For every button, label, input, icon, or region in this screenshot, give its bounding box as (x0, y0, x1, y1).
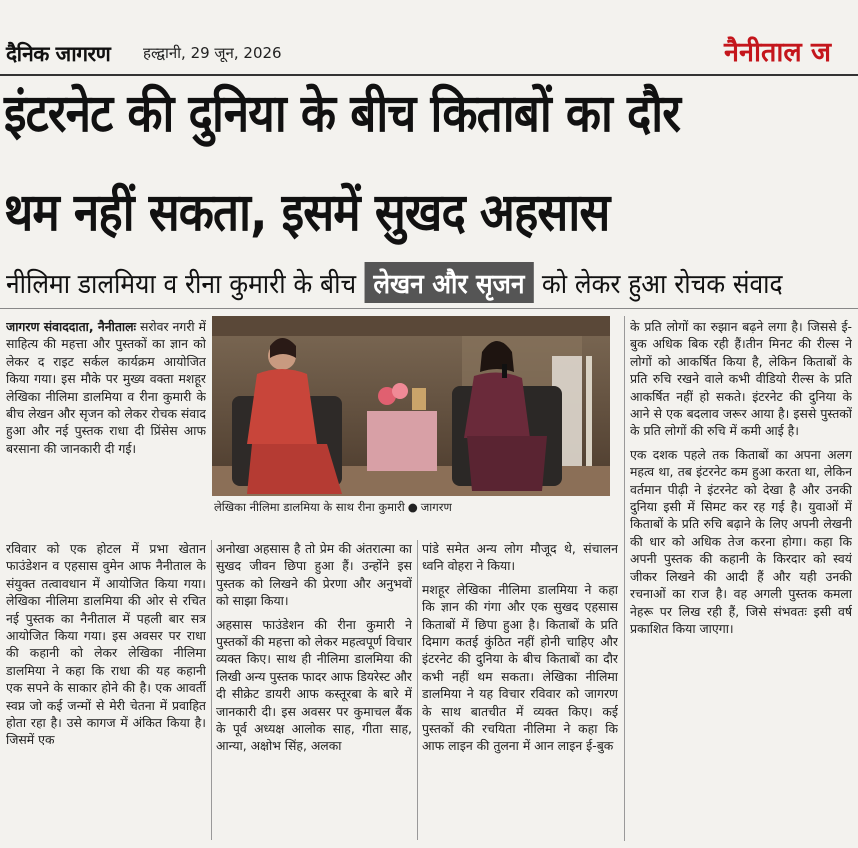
dateline: हल्द्वानी, 29 जून, 2026 (143, 44, 282, 62)
byline: जागरण संवाददाता, नैनीतालः (6, 319, 136, 334)
column-1-top (6, 318, 206, 518)
column-divider (211, 540, 212, 840)
masthead (0, 0, 858, 78)
headline-line-1: इंटरनेट की दुनिया के बीच किताबों का दौर (4, 84, 681, 144)
subhead-post: को लेकर हुआ रोचक संवाद (541, 268, 783, 300)
paragraph: एक दशक पहले तक किताबों का अपना अलग महत्व था, तब इंटरनेट कम हुआ करता था, लेकिन वर्तमान पीढ़ी ने इंटरनेट को देखा है और उनकी दुनिया इसी में सिमट कर रह गई है। युवाओं में किताबों के प्रति रुचि बढ़ाने के लिए अपनी लेखनी की धार को अधिक तेज करना होगा। कहा कि अपनी पुस्तक की कहानी के किरदार को स्वयं जीकर लिखने की आदी हैं और यही उनकी रचनाओं का राज है। वह अगली पुस्तक कमला नेहरू पर लिख रही हैं, जिसे संभवतः इसी वर्ष प्रकाशित किया जाएगा। (630, 446, 852, 636)
column-divider (624, 316, 625, 841)
masthead-rule (0, 74, 858, 76)
subhead-pre: नीलिमा डालमिया व रीना कुमारी के बीच (6, 268, 357, 300)
newspaper-logo: दैनिक जागरण (6, 41, 111, 66)
article-photo (212, 316, 610, 496)
photo-credit: जागरण (420, 500, 452, 514)
paragraph: अहसास फाउंडेशन की रीना कुमारी ने पुस्तकों की महत्ता को लेकर महत्वपूर्ण विचार व्यक्त किए। साथ ही नीलिमा डालमिया की लिखी अन्य पुस्तक फादर आफ डियरेस्ट और दी सीक्रेट डायरी आफ कस्तूरबा के बारे में जानकारी दी। इस अवसर पर कुमाचल बैंक के पूर्व अध्यक्ष आलोक साह, गीता साह, आन्या, अक्षोभ सिंह, अलका (216, 616, 412, 754)
paragraph: अनोखा अहसास है तो प्रेम की अंतरात्मा का सुखद जीवन छिपा हुआ हैं। उन्होंने इस पुस्तक को लिखने की प्रेरणा और अनुभवों को साझा किया। (216, 541, 412, 609)
headline (4, 84, 854, 243)
divider (0, 308, 858, 309)
column-3 (422, 540, 618, 840)
column-1-bottom (6, 540, 206, 840)
subheadline (6, 262, 783, 302)
paragraph: मशहूर लेखिका नीलिमा डालमिया ने कहा कि ज्ञान की गंगा और एक सुखद एहसास किताबों में छिपा हुआ है। किताबों के प्रति दिमाग कतई कुंठित नहीं होनी चाहिए और इंटरनेट की दुनिया के बीच किताबों का दौर कभी नहीं थम सकता। लेखिका नीलिमा डालमिया ने यह विचार रविवार को जागरण के साथ बातचीत में व्यक्त किए। कई पुस्तकों की रचयिता नीलिमा ने कहा कि आफ लाइन की तुलना में आन लाइन ई-बुक (422, 581, 618, 754)
column-4 (630, 318, 852, 843)
column-divider (417, 540, 418, 840)
column-2 (216, 540, 412, 840)
paragraph: पांडे समेत अन्य लोग मौजूद थे, संचालन ध्वनि वोहरा ने किया। (422, 541, 618, 574)
headline-line-2: थम नहीं सकता, इसमें सुखद अहसास (4, 183, 610, 243)
subhead-highlight: लेखन और सृजन (364, 262, 533, 303)
paragraph: जागरण संवाददाता, नैनीतालः सरोवर नगरी में साहित्य की महत्ता और पुस्तकों का ज्ञान को लेकर द राइट सर्कल कार्यक्रम आयोजित किया गया। इस मौके पर मुख्य वक्ता मशहूर लेखिका नीलिमा डालमिया व रीना कुमारी के बीच लेखन और सृजन को लेकर रोचक संवाद हुआ और नई पुस्तक राधा दी प्रिंसेस आफ बरसाना की जानकारी दी गई। (6, 319, 206, 456)
photo-caption: लेखिका नीलिमा डालमिया के साथ रीना कुमारी ● जागरण (214, 500, 452, 514)
section-label: नैनीताल ज (718, 30, 858, 70)
paragraph: के प्रति लोगों का रुझान बढ़ने लगा है। जिससे ई- बुक अधिक बिक रही हैं।तीन मिनट की रील्स ने लोगों को आकर्षित किया है, लेकिन किताबों के प्रति रुचि रखने वाले कभी वीडियो रील्स के प्रति आकर्षित नहीं हो सकते। इंटरनेट की दुनिया के आने से एक बदलाव जरूर आया है। इससे पुस्तकों के प्रति लोगों की रुचि में कमी आई है। (630, 319, 852, 439)
paragraph: रविवार को एक होटल में प्रभा खेतान फाउंडेशन व एहसास वुमेन आफ नैनीताल के संयुक्त तत्वावधान में आयोजित किया गया। लेखिका नीलिमा डालमिया की ओर से रचित नई पुस्तक का नैनीताल में पहली बार सत्र आयोजित किया गया। इस अवसर पर राधा की कहानी को लेकर लेखिका नीलिमा डालमिया ने कहा कि राधा की यह कहानी एक सपने के साकार होने की है। एक आवर्ती स्वप्न जो कई जन्मों से मेरी चेतना में प्रवाहित होता रहा है। उसे कागज में अंकित किया है। जिसमें एक (6, 541, 206, 748)
